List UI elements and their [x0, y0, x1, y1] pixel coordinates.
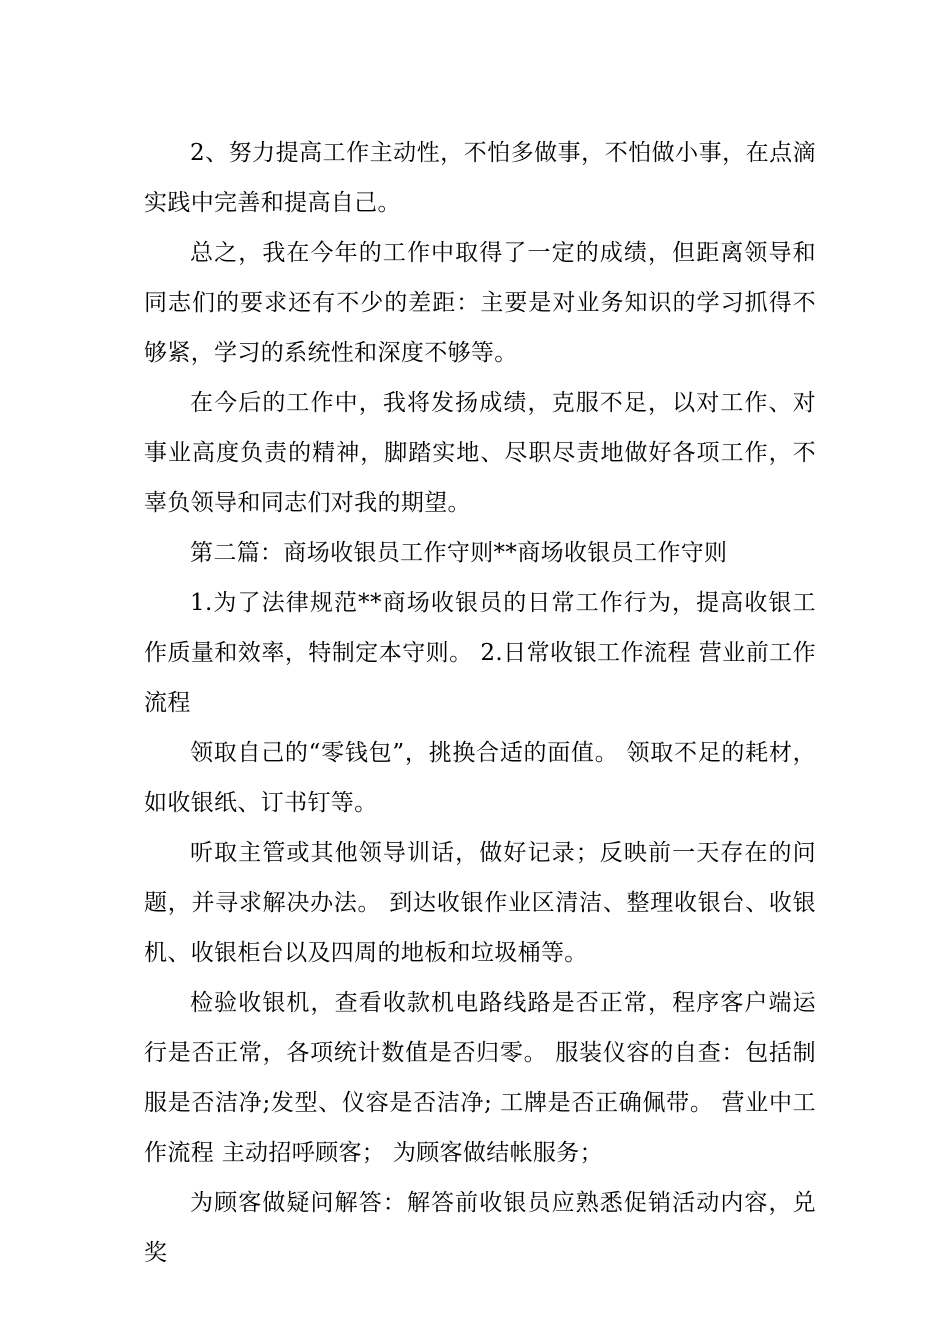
paragraph: 为顾客做疑问解答：解答前收银员应熟悉促销活动内容，兑奖: [144, 1190, 816, 1266]
document-body: [144, 128, 816, 1278]
paragraph: 总之，我在今年的工作中取得了一定的成绩，但距离领导和同志们的要求还有不少的差距：主要是对业务知识的学习抓得不够紧，学习的系统性和深度不够等。: [144, 240, 816, 366]
paragraph: 听取主管或其他领导训话，做好记录；反映前一天存在的问题，并寻求解决办法。 到达收银作业区清洁、整理收银台、收银机、收银柜台以及四周的地板和垃圾桶等。: [144, 840, 816, 966]
paragraph: 2、努力提高工作主动性，不怕多做事，不怕做小事，在点滴实践中完善和提高自己。: [144, 140, 816, 216]
paragraph: 在今后的工作中，我将发扬成绩，克服不足，以对工作、对事业高度负责的精神，脚踏实地、尽职尽责地做好各项工作，不辜负领导和同志们对我的期望。: [144, 390, 816, 516]
section-heading: 第二篇：商场收银员工作守则**商场收银员工作守则: [190, 540, 728, 566]
paragraph: 1.为了法律规范**商场收银员的日常工作行为，提高收银工作质量和效率，特制定本守则。 2.日常收银工作流程 营业前工作流程: [144, 590, 816, 716]
paragraph: 检验收银机，查看收款机电路线路是否正常，程序客户端运行是否正常，各项统计数值是否归零。 服装仪容的自查：包括制服是否洁净;发型、仪容是否洁净; 工牌是否正确佩带。 营业中工作流程 主动招呼顾客； 为顾客做结帐服务；: [144, 990, 816, 1166]
paragraph: 领取自己的“零钱包”，挑换合适的面值。 领取不足的耗材，如收银纸、订书钉等。: [144, 740, 816, 816]
